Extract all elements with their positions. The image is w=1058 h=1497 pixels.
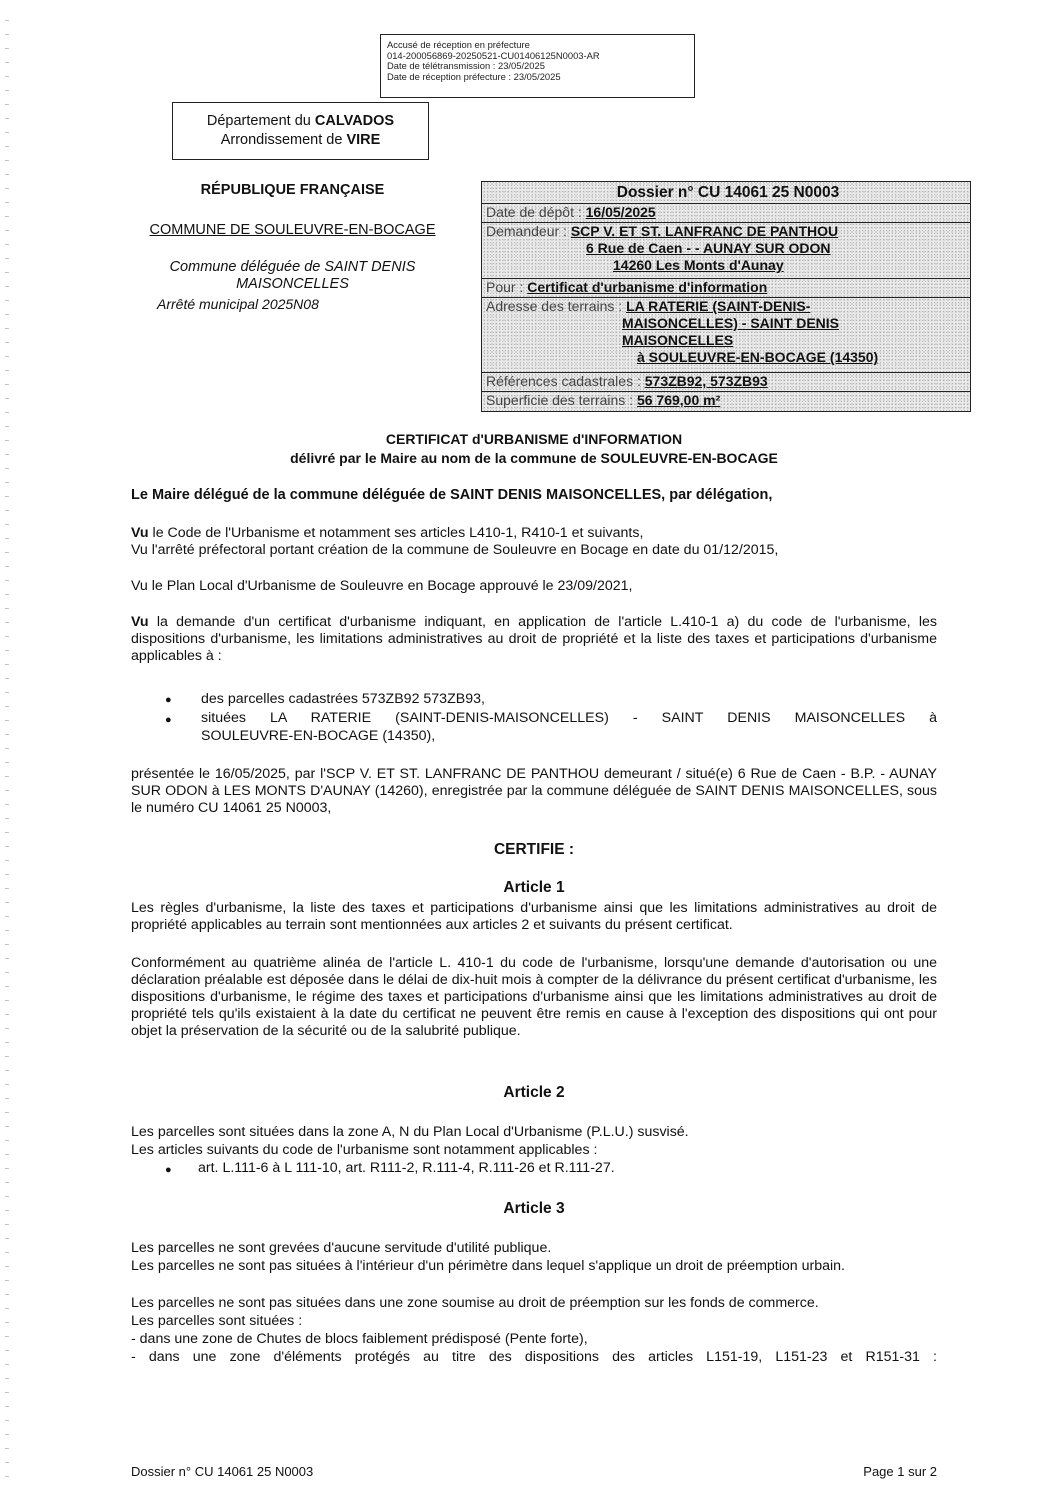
bullet-icon: ● [165, 714, 172, 726]
arrondissement-prefix: Arrondissement de [220, 132, 347, 148]
vu-arrete-prefectoral: Vu l'arrêté préfectoral portant création de la commune de Souleuvre en Bocage en date du 01/12/2015, [131, 542, 779, 558]
scan-edge-marks [5, 20, 9, 1480]
article3-situees-intro: Les parcelles sont situées : [131, 1313, 303, 1329]
article2-articles-list: art. L.111-6 à L 111-10, art. R111-2, R.111-4, R.111-26 et R.111-27. [198, 1160, 615, 1176]
location-bullet-line2: SOULEUVRE-EN-BOCAGE (14350), [201, 728, 436, 744]
dossier-depot-row [482, 204, 970, 223]
pour-label: Pour : [486, 279, 528, 295]
vu-code-urbanisme [131, 525, 937, 542]
certificate-subtitle: délivré par le Maire au nom de la commune de SOULEUVRE-EN-BOCAGE [290, 450, 778, 466]
department-box [172, 102, 429, 160]
vu-plu: Vu le Plan Local d'Urbanisme de Souleuvre en Bocage approuvé le 23/09/2021, [131, 578, 633, 594]
certifie-heading: CERTIFIE : [493, 841, 575, 858]
demandeur-label: Demandeur : [486, 223, 571, 239]
article1-paragraph1: Les règles d'urbanisme, la liste des taxes et participations d'urbanisme ainsi que les limitations administratives au droit de propriété applicables au terrain sont mentionnées aux articles 2 et suivants du présent certificat. [131, 900, 937, 933]
vu-demande [131, 614, 937, 665]
dossier-refs-row [482, 373, 970, 392]
demandeur-address-line2: 14260 Les Monts d'Aunay [613, 257, 784, 273]
adresse-label: Adresse des terrains : [486, 298, 627, 314]
parcels-bullet: des parcelles cadastrées 573ZB92 573ZB93, [201, 691, 485, 707]
article3-preemption-urbain: Les parcelles ne sont pas situées à l'intérieur d'un périmètre dans lequel s'applique un droit de préemption urbain. [131, 1258, 845, 1274]
demandeur-address-line1: 6 Rue de Caen - - AUNAY SUR ODON [586, 240, 831, 256]
dossier-box [481, 181, 971, 412]
depot-label: Date de dépôt : [486, 204, 586, 220]
republic-heading: RÉPUBLIQUE FRANÇAISE [200, 182, 385, 198]
dossier-title: Dossier n° CU 14061 25 N0003 [482, 182, 970, 204]
depot-value: 16/05/2025 [585, 204, 656, 220]
article1-title: Article 1 [503, 879, 565, 896]
dossier-superficie-row [482, 392, 970, 411]
article2-title: Article 2 [503, 1084, 565, 1101]
superficie-label: Superficie des terrains : [486, 392, 637, 408]
article3-title: Article 3 [503, 1200, 565, 1217]
article3-elements-proteges: - dans une zone d'éléments protégés au titre des dispositions des articles L151-19, L151-23 et R151-31 : [131, 1349, 937, 1365]
arrete-number: Arrêté municipal 2025N08 [157, 296, 319, 312]
footer-dossier-number: Dossier n° CU 14061 25 N0003 [131, 1464, 314, 1479]
refs-label: Références cadastrales : [486, 373, 645, 389]
adresse-line2: MAISONCELLES) - SAINT DENIS [622, 315, 840, 331]
stamp-line: 014-200056869-20250521-CU01406125N0003-AR [387, 49, 600, 61]
superficie-value: 56 769,00 m² [636, 392, 721, 408]
vu-label: Vu [131, 614, 149, 630]
certificate-title: CERTIFICAT d'URBANISME d'INFORMATION [385, 431, 683, 447]
demandeur-name: SCP V. ET ST. LANFRANC DE PANTHOU [570, 223, 839, 239]
maire-statement: Le Maire délégué de la commune déléguée de SAINT DENIS MAISONCELLES, par délégation, [131, 487, 773, 503]
article3-preemption-commerce: Les parcelles ne sont pas situées dans une zone soumise au droit de préemption sur les fonds de commerce. [131, 1295, 819, 1311]
vu-code-text: le Code de l'Urbanisme et notamment ses articles L410-1, R410-1 et suivants, [148, 525, 644, 541]
footer-page-number: Page 1 sur 2 [863, 1464, 937, 1479]
delegated-commune-line2: MAISONCELLES [236, 276, 349, 292]
department-line [173, 112, 428, 131]
pour-value: Certificat d'urbanisme d'information [527, 279, 768, 295]
vu-demande-text: la demande d'un certificat d'urbanisme indiquant, en application de l'article L.410-1 a) du code de l'urbanisme, les dispositions d'urbanisme, les limitations administratives au droit de propriété et la liste des taxes et participations d'urbanisme applicables à : [131, 614, 937, 664]
article1-paragraph2: Conformément au quatrième alinéa de l'article L. 410-1 du code de l'urbanisme, lorsqu'une demande d'autorisation ou une déclaration préalable est déposée dans le délai de dix-huit mois à compter de la délivrance du présent certificat d'urbanisme, les dispositions d'urbanisme, le régime des taxes et participations d'urbanisme ainsi que les limitations administratives au droit de propriété tels qu'ils existaient à la date du certificat ne peuvent être remis en cause à l'exception des dispositions qui ont pour objet la préservation de la sécurité ou de la salubrité publique. [131, 955, 937, 1039]
article3-servitude: Les parcelles ne sont grevées d'aucune servitude d'utilité publique. [131, 1240, 552, 1256]
vu-label: Vu [131, 525, 149, 541]
dossier-demandeur-row [482, 223, 970, 279]
article2-articles-intro: Les articles suivants du code de l'urbanisme sont notamment applicables : [131, 1142, 598, 1158]
stamp-line: Date de réception préfecture : 23/05/2025 [387, 70, 561, 82]
department-name: CALVADOS [314, 113, 395, 129]
delegated-commune-line1: Commune déléguée de SAINT DENIS [169, 259, 416, 275]
arrondissement-name: VIRE [346, 132, 381, 148]
prefecture-receipt-stamp [380, 34, 695, 98]
adresse-line1: LA RATERIE (SAINT-DENIS- [626, 298, 811, 314]
adresse-line3: MAISONCELLES [622, 332, 734, 348]
article2-zone: Les parcelles sont situées dans la zone A, N du Plan Local d'Urbanisme (P.L.U.) susvisé. [131, 1124, 689, 1140]
location-bullet-line1: situées LA RATERIE (SAINT-DENIS-MAISONCELLES) - SAINT DENIS MAISONCELLES à [201, 710, 937, 726]
refs-value: 573ZB92, 573ZB93 [644, 373, 768, 389]
department-prefix: Département du [206, 113, 315, 129]
presentee-paragraph: présentée le 16/05/2025, par l'SCP V. ET ST. LANFRANC DE PANTHOU demeurant / situé(e) 6 Rue de Caen - B.P. - AUNAY SUR ODON à LES MONTS D'AUNAY (14260), enregistrée par la commune déléguée de SAINT DENIS MAISONCELLES, sous le numéro CU 14061 25 N0003, [131, 766, 937, 816]
arrondissement-line [173, 131, 428, 150]
adresse-line4: à SOULEUVRE-EN-BOCAGE (14350) [637, 349, 879, 365]
article3-chutes-blocs: - dans une zone de Chutes de blocs faiblement prédisposé (Pente forte), [131, 1331, 588, 1347]
bullet-icon: ● [165, 694, 172, 706]
stamp-line: Date de télétransmission : 23/05/2025 [387, 60, 545, 72]
dossier-pour-row [482, 279, 970, 298]
stamp-line: Accusé de réception en préfecture [387, 39, 530, 50]
dossier-adresse-row [482, 298, 970, 373]
commune-heading: COMMUNE DE SOULEUVRE-EN-BOCAGE [149, 222, 436, 238]
bullet-icon: ● [165, 1164, 172, 1176]
